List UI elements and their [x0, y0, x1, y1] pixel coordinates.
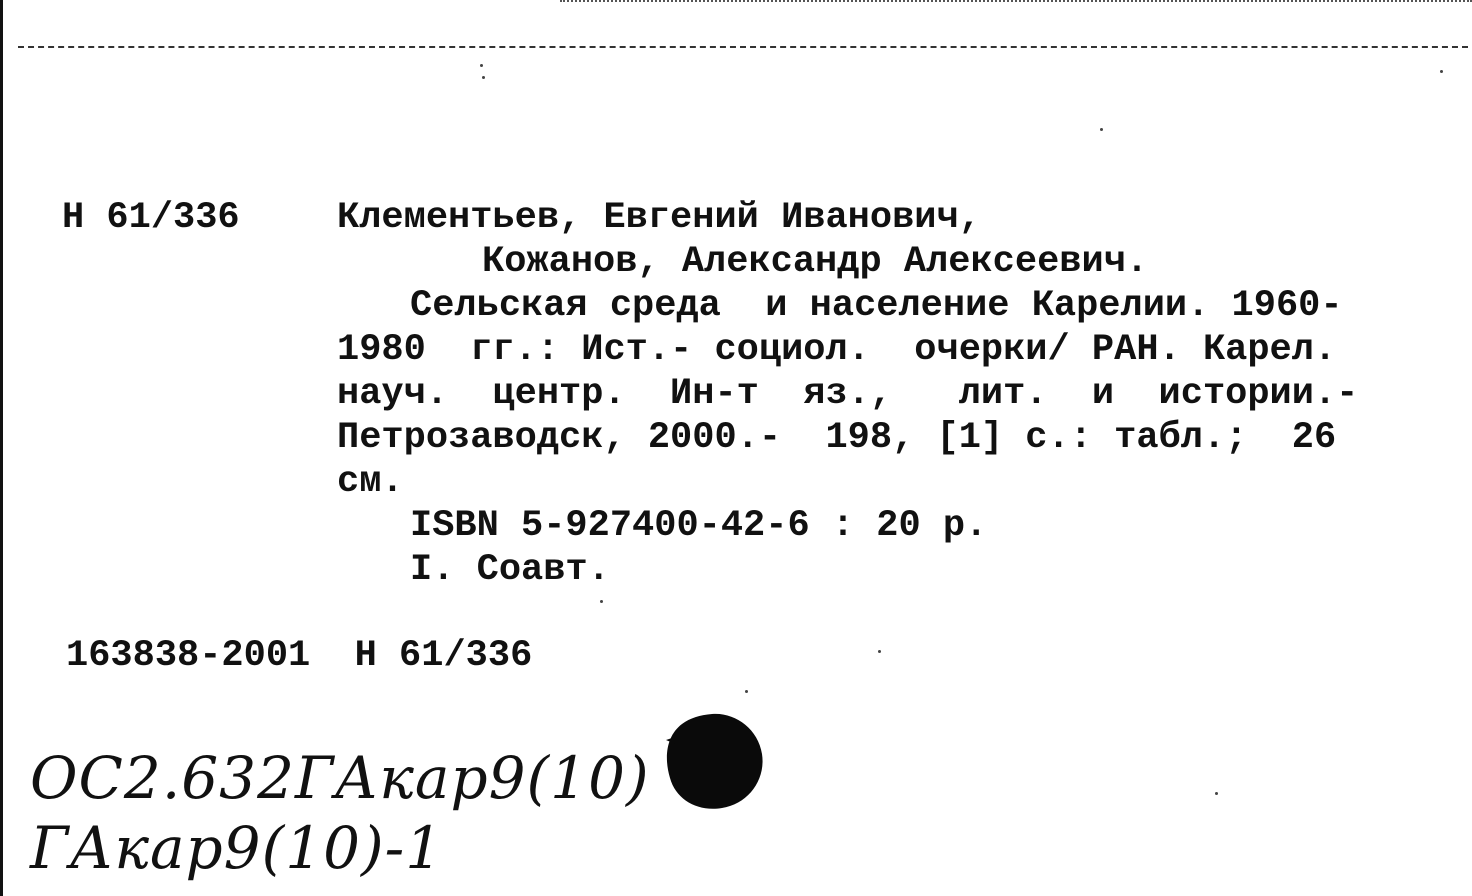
title-line-3: науч. центр. Ин-т яз., лит. и истории.- — [337, 373, 1359, 415]
speck — [480, 64, 483, 67]
primary-author: Клементьев, Евгений Иванович, — [337, 197, 981, 239]
card-top-rule — [18, 46, 1468, 48]
title-line-5: см. — [337, 461, 404, 503]
coauthor-heading: I. Соавт. — [410, 549, 610, 591]
title-line-4: Петрозаводск, 2000.- 198, [1] с.: табл.; 26 — [337, 417, 1337, 459]
speck — [878, 650, 881, 653]
title-line-1: Сельская среда и население Карелии. 1960- — [410, 285, 1343, 327]
speck — [1100, 128, 1103, 131]
title-line-2: 1980 гг.: Ист.- социол. очерки/ РАН. Карел. — [337, 329, 1337, 371]
co-author: Кожанов, Александр Алексеевич. — [482, 241, 1149, 283]
handwritten-note-2: ГАкар9(10)-1 — [30, 814, 444, 882]
ink-blot — [662, 710, 766, 810]
speck — [745, 690, 748, 693]
speck — [482, 76, 485, 79]
handwritten-note-1: ОС2.632ГАкар9(10) — [30, 744, 650, 812]
accession-number: 163838-2001 Н 61/336 — [66, 635, 533, 677]
shelfmark: Н 61/336 — [62, 197, 240, 239]
speck — [600, 600, 603, 603]
isbn: ISBN 5-927400-42-6 : 20 р. — [410, 505, 988, 547]
speck — [1440, 70, 1443, 73]
card-top-edge — [560, 0, 1472, 2]
card-left-edge — [0, 0, 3, 896]
speck — [1215, 792, 1218, 795]
